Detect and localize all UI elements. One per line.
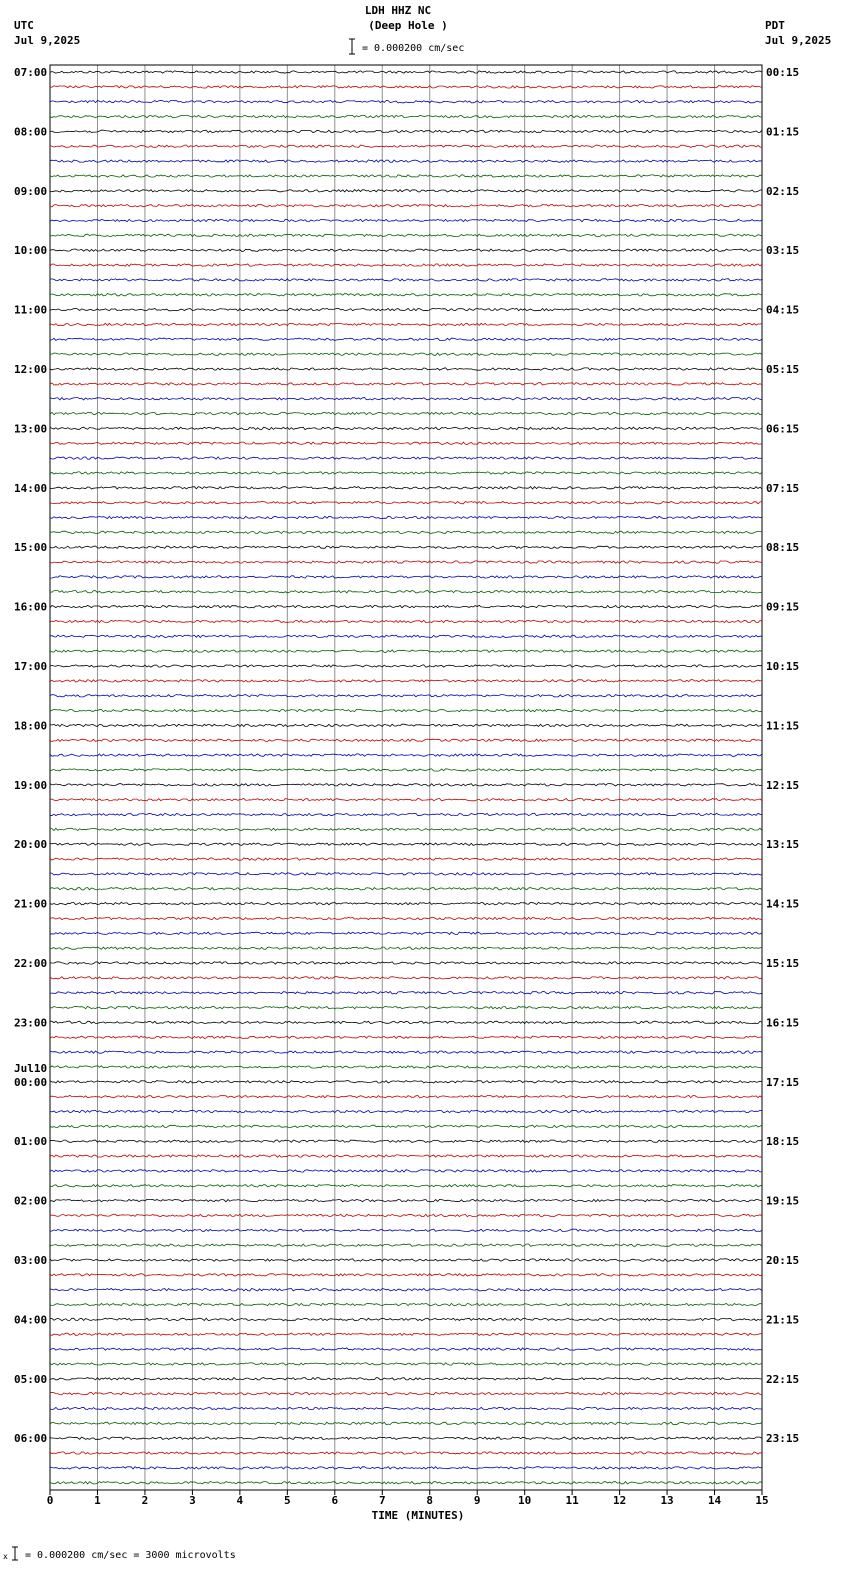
- trace-line-73: [50, 1155, 762, 1157]
- utc-hour-label: 11:00: [14, 303, 48, 317]
- trace-line-64: [50, 1021, 762, 1023]
- x-tick-label-14: 14: [707, 1494, 722, 1507]
- station-title: LDH HHZ NC: [364, 4, 432, 17]
- pdt-hour-label: 00:15: [766, 66, 800, 79]
- x-tick-label-4: 4: [236, 1494, 244, 1507]
- utc-hour-label: 18:00: [14, 719, 48, 733]
- trace-line-71: [50, 1125, 762, 1127]
- x-tick-label-8: 8: [426, 1494, 434, 1507]
- utc-hour-label: 03:00: [14, 1254, 48, 1267]
- utc-hour-label: 09:00: [14, 184, 48, 198]
- trace-line-70: [50, 1110, 762, 1112]
- trace-line-39: [50, 650, 762, 652]
- trace-line-27: [50, 472, 762, 474]
- trace-line-72: [50, 1140, 762, 1142]
- trace-line-33: [50, 561, 762, 563]
- date-change-label: Jul10: [14, 1061, 48, 1075]
- trace-line-20: [50, 368, 762, 370]
- x-tick-label-13: 13: [660, 1494, 674, 1507]
- trace-line-77: [50, 1214, 762, 1216]
- utc-hour-label: 13:00: [14, 422, 48, 436]
- utc-hour-label: 08:00: [14, 125, 48, 139]
- station-location: (Deep Hole ): [368, 19, 448, 32]
- utc-hour-label: 19:00: [14, 778, 48, 792]
- trace-line-91: [50, 1422, 762, 1424]
- trace-line-74: [50, 1170, 762, 1172]
- footer-scale-bar-icon: [10, 1546, 20, 1562]
- trace-line-85: [50, 1333, 762, 1335]
- trace-line-63: [50, 1006, 762, 1008]
- pdt-hour-label: 15:15: [766, 957, 800, 970]
- utc-hour-label: 21:00: [14, 897, 48, 911]
- utc-hour-label: 06:00: [14, 1432, 48, 1446]
- scale-text: = 0.000200 cm/sec: [362, 43, 465, 54]
- trace-line-83: [50, 1303, 762, 1305]
- pdt-hour-label: 08:15: [766, 541, 800, 555]
- trace-line-82: [50, 1289, 762, 1291]
- utc-hour-label: 00:00: [14, 1075, 48, 1089]
- trace-line-94: [50, 1467, 762, 1469]
- trace-line-79: [50, 1244, 762, 1246]
- trace-line-37: [50, 620, 762, 622]
- x-axis-label: TIME (MINUTES): [371, 1509, 465, 1522]
- utc-hour-label: 04:00: [14, 1313, 48, 1327]
- pdt-hour-label: 03:15: [766, 244, 800, 258]
- trace-line-90: [50, 1407, 762, 1409]
- trace-line-67: [50, 1066, 762, 1068]
- x-tick-label-0: 0: [46, 1494, 54, 1507]
- x-tick-label-12: 12: [612, 1494, 627, 1507]
- right-timezone: PDT: [765, 19, 785, 32]
- pdt-hour-label: 23:15: [766, 1432, 800, 1446]
- trace-line-62: [50, 992, 762, 994]
- trace-line-23: [50, 412, 762, 414]
- trace-line-9: [50, 205, 762, 207]
- trace-line-24: [50, 427, 762, 429]
- trace-line-61: [50, 977, 762, 979]
- trace-line-76: [50, 1199, 762, 1201]
- trace-line-45: [50, 739, 762, 741]
- pdt-hour-label: 16:15: [766, 1016, 800, 1030]
- utc-hour-label: 10:00: [14, 244, 48, 258]
- utc-hour-label: 07:00: [14, 66, 48, 79]
- trace-line-28: [50, 487, 762, 489]
- x-tick-label-1: 1: [94, 1494, 101, 1507]
- pdt-hour-label: 06:15: [766, 422, 800, 436]
- trace-line-93: [50, 1452, 762, 1454]
- pdt-hour-label: 09:15: [766, 600, 800, 614]
- pdt-hour-label: 17:15: [766, 1075, 800, 1089]
- trace-line-54: [50, 873, 762, 875]
- left-timezone: UTC: [14, 19, 34, 32]
- x-tick-label-7: 7: [378, 1494, 386, 1507]
- utc-hour-label: 01:00: [14, 1135, 48, 1149]
- x-tick-label-9: 9: [473, 1494, 481, 1507]
- pdt-hour-label: 05:15: [766, 363, 800, 376]
- trace-line-51: [50, 828, 762, 830]
- left-date: Jul 9,2025: [14, 34, 81, 47]
- trace-line-15: [50, 294, 762, 296]
- trace-line-49: [50, 799, 762, 801]
- trace-line-50: [50, 813, 762, 815]
- trace-line-38: [50, 635, 762, 637]
- trace-line-55: [50, 888, 762, 890]
- trace-line-58: [50, 932, 762, 934]
- trace-line-78: [50, 1229, 762, 1231]
- trace-line-16: [50, 308, 762, 310]
- trace-line-35: [50, 591, 762, 593]
- utc-hour-label: 14:00: [14, 481, 48, 495]
- utc-hour-label: 05:00: [14, 1372, 48, 1386]
- trace-line-68: [50, 1081, 762, 1083]
- x-tick-label-6: 6: [331, 1494, 339, 1507]
- x-tick-label-10: 10: [518, 1494, 532, 1507]
- trace-line-53: [50, 858, 762, 860]
- pdt-hour-label: 21:15: [766, 1313, 800, 1327]
- trace-line-69: [50, 1096, 762, 1098]
- pdt-hour-label: 11:15: [766, 719, 800, 733]
- pdt-hour-label: 10:15: [766, 660, 800, 673]
- trace-line-34: [50, 576, 762, 578]
- utc-hour-label: 20:00: [14, 838, 48, 852]
- x-tick-label-15: 15: [755, 1494, 769, 1507]
- utc-hour-label: 12:00: [14, 363, 48, 376]
- trace-line-32: [50, 546, 762, 548]
- x-tick-label-5: 5: [284, 1494, 291, 1507]
- trace-line-31: [50, 531, 762, 533]
- pdt-hour-label: 13:15: [766, 838, 800, 852]
- trace-line-17: [50, 323, 762, 325]
- trace-line-88: [50, 1378, 762, 1380]
- utc-hour-label: 15:00: [14, 541, 48, 555]
- trace-line-86: [50, 1348, 762, 1350]
- trace-line-0: [50, 71, 762, 73]
- pdt-hour-label: 04:15: [766, 303, 800, 317]
- trace-line-95: [50, 1482, 762, 1484]
- trace-line-25: [50, 442, 762, 444]
- trace-line-1: [50, 86, 762, 88]
- trace-line-47: [50, 769, 762, 771]
- pdt-hour-label: 22:15: [766, 1372, 800, 1386]
- trace-line-84: [50, 1318, 762, 1320]
- trace-line-46: [50, 754, 762, 756]
- pdt-hour-label: 20:15: [766, 1254, 800, 1267]
- trace-line-92: [50, 1437, 762, 1439]
- trace-line-21: [50, 383, 762, 385]
- trace-line-5: [50, 145, 762, 147]
- trace-line-30: [50, 516, 762, 518]
- footer-scale-text: = 0.000200 cm/sec = 3000 microvolts: [25, 1550, 236, 1561]
- x-tick-label-2: 2: [141, 1494, 149, 1507]
- trace-line-66: [50, 1051, 762, 1053]
- x-tick-label-3: 3: [189, 1494, 196, 1507]
- trace-line-56: [50, 902, 762, 904]
- pdt-hour-label: 12:15: [766, 778, 800, 792]
- utc-hour-label: 02:00: [14, 1194, 48, 1208]
- trace-line-10: [50, 219, 762, 221]
- x-tick-label-11: 11: [565, 1494, 579, 1507]
- utc-hour-label: 22:00: [14, 957, 48, 970]
- trace-line-29: [50, 502, 762, 504]
- trace-line-42: [50, 695, 762, 697]
- pdt-hour-label: 14:15: [766, 897, 800, 911]
- trace-line-52: [50, 843, 762, 845]
- trace-line-13: [50, 264, 762, 266]
- trace-line-75: [50, 1185, 762, 1187]
- pdt-hour-label: 02:15: [766, 184, 800, 198]
- trace-line-81: [50, 1274, 762, 1276]
- trace-line-2: [50, 101, 762, 103]
- trace-line-22: [50, 398, 762, 400]
- footer-marker: x: [3, 1552, 8, 1561]
- trace-line-80: [50, 1259, 762, 1261]
- trace-line-48: [50, 784, 762, 786]
- trace-line-11: [50, 234, 762, 236]
- trace-line-87: [50, 1363, 762, 1365]
- trace-line-12: [50, 249, 762, 251]
- utc-hour-label: 23:00: [14, 1016, 48, 1030]
- pdt-hour-label: 18:15: [766, 1135, 800, 1149]
- trace-line-8: [50, 190, 762, 192]
- trace-line-59: [50, 947, 762, 949]
- trace-line-14: [50, 279, 762, 281]
- utc-hour-label: 17:00: [14, 660, 48, 673]
- pdt-hour-label: 19:15: [766, 1194, 800, 1208]
- right-date: Jul 9,2025: [765, 34, 832, 47]
- trace-line-36: [50, 605, 762, 607]
- trace-line-43: [50, 709, 762, 711]
- trace-line-26: [50, 457, 762, 459]
- trace-line-89: [50, 1393, 762, 1395]
- trace-line-41: [50, 680, 762, 682]
- pdt-hour-label: 07:15: [766, 481, 800, 495]
- utc-hour-label: 16:00: [14, 600, 48, 614]
- trace-line-57: [50, 917, 762, 919]
- pdt-hour-label: 01:15: [766, 125, 800, 139]
- trace-line-6: [50, 160, 762, 162]
- trace-line-60: [50, 962, 762, 964]
- trace-line-18: [50, 338, 762, 340]
- trace-line-65: [50, 1036, 762, 1038]
- trace-line-40: [50, 665, 762, 667]
- trace-line-44: [50, 724, 762, 726]
- trace-line-4: [50, 130, 762, 132]
- trace-line-19: [50, 353, 762, 355]
- trace-line-3: [50, 115, 762, 117]
- trace-line-7: [50, 175, 762, 177]
